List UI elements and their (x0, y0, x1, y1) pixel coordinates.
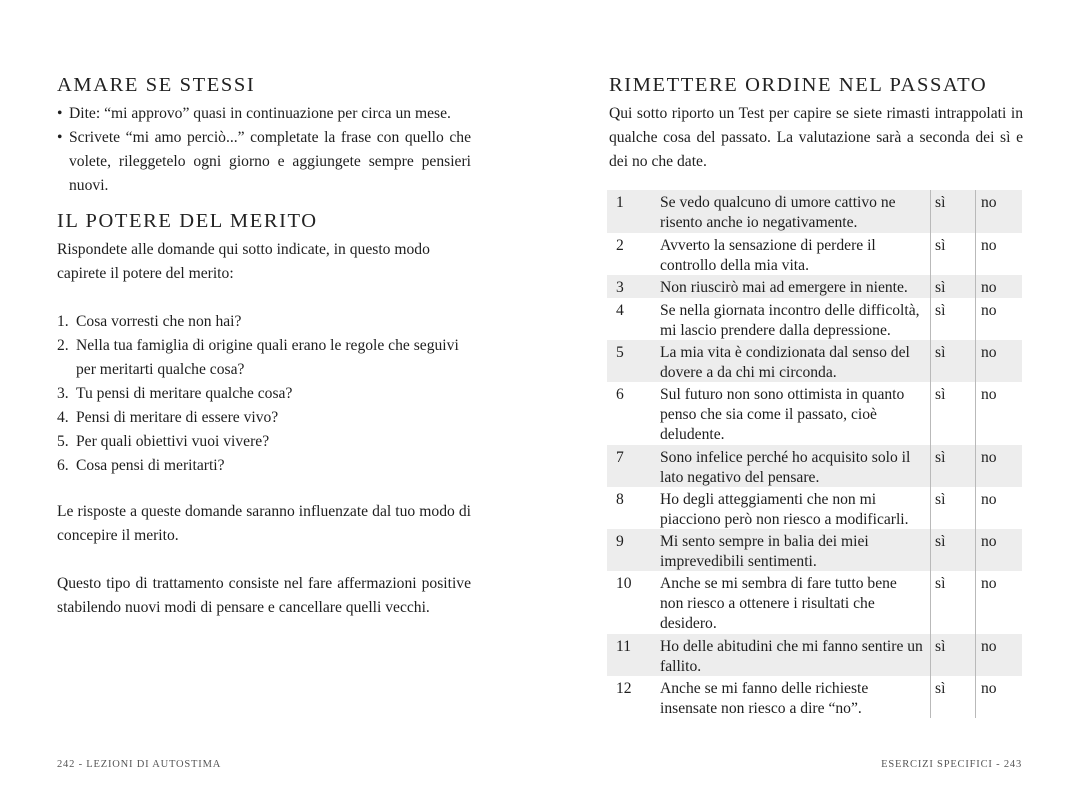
test-table (607, 190, 1022, 718)
no-option[interactable]: no (975, 275, 1022, 298)
right-page (540, 0, 1080, 810)
question-text: Pensi di meritare di essere vivo? (76, 409, 279, 426)
test-row-number: 5 (616, 344, 624, 361)
question-number: 4. (57, 409, 69, 426)
test-row-number: 9 (616, 533, 624, 550)
merito-intro: Rispondete alle domande qui sotto indicate, in questo modo capirete il potere del merito: (57, 241, 430, 282)
test-row-number: 7 (616, 449, 624, 466)
question-item (57, 334, 473, 382)
test-row (607, 275, 1022, 298)
question-text: Nella tua famiglia di origine quali erano le regole che seguivi per meritarti qualche cosa? (76, 337, 459, 378)
bullet-icon: • (57, 129, 63, 146)
no-option[interactable]: no (975, 445, 1022, 487)
question-number: 3. (57, 385, 69, 402)
test-row-question: Sul futuro non sono ottimista in quanto penso che sia come il passato, cioè deludente. (660, 386, 905, 443)
test-row-question: Ho degli atteggiamenti che non mi piacciono però non riesco a modificarli. (660, 491, 909, 528)
question-number: 1. (57, 313, 69, 330)
question-text: Cosa vorresti che non hai? (76, 313, 242, 330)
question-list (57, 310, 473, 478)
no-option[interactable]: no (975, 487, 1022, 529)
test-row-number: 8 (616, 491, 624, 508)
question-text: Cosa pensi di meritarti? (76, 457, 225, 474)
no-option[interactable]: no (975, 340, 1022, 382)
test-row-number: 3 (616, 279, 624, 296)
test-row-number: 1 (616, 194, 624, 211)
bullet-icon: • (57, 105, 63, 122)
yes-option[interactable]: sì (930, 382, 975, 445)
no-option[interactable]: no (975, 382, 1022, 445)
yes-option[interactable]: sì (930, 275, 975, 298)
test-row-number: 6 (616, 386, 624, 403)
yes-option[interactable]: sì (930, 634, 975, 676)
yes-option[interactable]: sì (930, 529, 975, 571)
test-row-question: Se vedo qualcuno di umore cattivo ne risento anche io negativamente. (660, 194, 896, 231)
no-option[interactable]: no (975, 529, 1022, 571)
test-row (607, 529, 1022, 571)
test-row-question: Anche se mi fanno delle richieste insensate non riesco a dire “no”. (660, 680, 869, 717)
test-row-number: 12 (616, 680, 632, 697)
question-text: Tu pensi di meritare qualche cosa? (76, 385, 293, 402)
question-number: 2. (57, 337, 69, 354)
yes-option[interactable]: sì (930, 340, 975, 382)
no-option[interactable]: no (975, 634, 1022, 676)
test-row (607, 676, 1022, 718)
section-title-rimettere-ordine: RIMETTERE ORDINE NEL PASSATO (609, 74, 988, 96)
test-row (607, 445, 1022, 487)
question-number: 6. (57, 457, 69, 474)
section-title-amare-se-stessi: AMARE SE STESSI (57, 74, 256, 96)
test-row-question: Sono infelice perché ho acquisito solo il lato negativo del pensare. (660, 449, 911, 486)
question-item (57, 406, 473, 430)
test-row-number: 11 (616, 638, 632, 655)
test-row-question: Non riuscirò mai ad emergere in niente. (660, 279, 908, 296)
merito-paragraph-2: Questo tipo di trattamento consiste nel fare affermazioni positive stabilendo nuovi modi di pensare e cancellare quelli vecchi. (57, 575, 471, 616)
test-row-question: La mia vita è condizionata dal senso del dovere a da chi mi circonda. (660, 344, 910, 381)
bullet-item (57, 102, 471, 126)
no-option[interactable]: no (975, 190, 1022, 233)
test-row-question: Se nella giornata incontro delle difficoltà, mi lascio prendere dalla depressione. (660, 302, 920, 339)
bullet-item (57, 126, 471, 198)
question-item (57, 454, 473, 478)
test-row (607, 298, 1022, 340)
yes-option[interactable]: sì (930, 190, 975, 233)
question-text: Per quali obiettivi vuoi vivere? (76, 433, 270, 450)
bullet-list (57, 102, 471, 198)
test-row (607, 233, 1022, 275)
test-row (607, 340, 1022, 382)
no-option[interactable]: no (975, 571, 1022, 634)
yes-option[interactable]: sì (930, 676, 975, 718)
section-title-il-potere-del-merito: IL POTERE DEL MERITO (57, 210, 318, 232)
question-item (57, 310, 473, 334)
test-row (607, 487, 1022, 529)
footer-right: ESERCIZI SPECIFICI - 243 (881, 759, 1022, 770)
bullet-text: Scrivete “mi amo perciò...” completate la frase con quello che volete, rileggetelo ogni giorno e aggiungete sempre pensieri nuovi. (69, 129, 471, 194)
test-row-question: Anche se mi sembra di fare tutto bene non riesco a ottenere i risultati che desidero. (660, 575, 897, 632)
test-row-question: Avverto la sensazione di perdere il controllo della mia vita. (660, 237, 876, 274)
test-row-number: 2 (616, 237, 624, 254)
footer-left: 242 - LEZIONI DI AUTOSTIMA (57, 759, 222, 770)
test-row (607, 634, 1022, 676)
test-intro: Qui sotto riporto un Test per capire se siete rimasti intrappolati in qualche cosa del passato. La valutazione sarà a seconda dei sì e dei no che date. (609, 105, 1023, 170)
test-row-question: Ho delle abitudini che mi fanno sentire un fallito. (660, 638, 923, 675)
bullet-text: Dite: “mi approvo” quasi in continuazione per circa un mese. (69, 105, 451, 122)
no-option[interactable]: no (975, 233, 1022, 275)
test-row-number: 4 (616, 302, 624, 319)
test-row (607, 190, 1022, 233)
test-row (607, 571, 1022, 634)
test-row-number: 10 (616, 575, 632, 592)
test-row-question: Mi sento sempre in balia dei miei imprevedibili sentimenti. (660, 533, 869, 570)
no-option[interactable]: no (975, 676, 1022, 718)
question-number: 5. (57, 433, 69, 450)
yes-option[interactable]: sì (930, 298, 975, 340)
no-option[interactable]: no (975, 298, 1022, 340)
yes-option[interactable]: sì (930, 571, 975, 634)
merito-paragraph-1: Le risposte a queste domande saranno influenzate dal tuo modo di concepire il merito. (57, 503, 471, 544)
yes-option[interactable]: sì (930, 487, 975, 529)
question-item (57, 430, 473, 454)
test-row (607, 382, 1022, 445)
yes-option[interactable]: sì (930, 233, 975, 275)
yes-option[interactable]: sì (930, 445, 975, 487)
question-item (57, 382, 473, 406)
